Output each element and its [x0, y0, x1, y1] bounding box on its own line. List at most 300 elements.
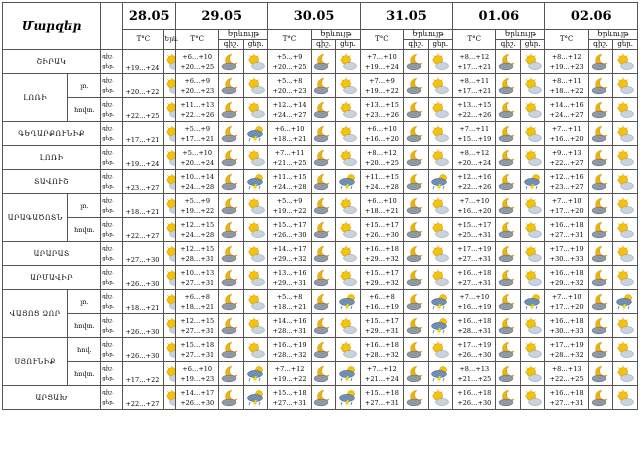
cloud-header: Երևույթ	[404, 30, 453, 40]
sun-day-icon	[613, 362, 638, 386]
temp-28: +26…+30	[123, 338, 164, 362]
sun-day-icon	[613, 242, 638, 266]
moon-night-icon	[404, 242, 429, 266]
temp-cell: +6…+10 +20…+25	[176, 50, 219, 74]
sun-day-icon	[520, 194, 545, 218]
moon-night-icon	[588, 218, 613, 242]
moon-night-icon	[219, 98, 244, 122]
temp-cell: +14…+16 +24…+27	[545, 98, 588, 122]
sun-day-icon	[336, 218, 361, 242]
storm-day-icon	[243, 170, 268, 194]
table-row	[3, 122, 638, 146]
sun-day-icon	[520, 266, 545, 290]
sun-day-icon	[613, 314, 638, 338]
moon-night-icon	[588, 74, 613, 98]
sun-day-icon	[613, 218, 638, 242]
temp-cell: +7…+12 +21…+24	[360, 362, 403, 386]
cloud-header: Երևույթ	[496, 30, 545, 40]
temp-cell: +7…+10 +17…+20	[545, 194, 588, 218]
moon-night-icon	[588, 314, 613, 338]
night-day-label: գիշ. ցեր.	[101, 98, 123, 122]
sun-day-icon	[428, 122, 453, 146]
temp-cell: +15…+17 +26…+30	[360, 218, 403, 242]
region-name: ԼՈՌԻ	[3, 146, 101, 170]
temp-cell: +7…+10 +17…+20	[545, 290, 588, 314]
temp-cell: +12…+15 +27…+31	[176, 314, 219, 338]
night-header: գիշ.	[404, 40, 429, 50]
moon-night-icon	[404, 338, 429, 362]
moon-night-icon	[588, 386, 613, 410]
temp-cell: +5…+10 +20…+24	[176, 146, 219, 170]
temp-cell: +16…+18 +27…+31	[453, 266, 496, 290]
sun-day-icon	[336, 314, 361, 338]
table-row	[3, 242, 638, 266]
temp-28: +26…+30	[123, 266, 164, 290]
temp-cell: +8…+12 +19…+23	[545, 50, 588, 74]
temp-cell: +7…+11 +21…+25	[268, 146, 311, 170]
sun-day-icon	[336, 122, 361, 146]
temp-cell: +8…+13 +21…+25	[453, 362, 496, 386]
temp-28: +18…+21	[123, 290, 164, 314]
temp-cell: +5…+9 +17…+21	[176, 122, 219, 146]
cloud-header: Երևույթ	[219, 30, 268, 40]
temp-cell: +8…+11 +18…+22	[545, 74, 588, 98]
storm-day-icon	[428, 362, 453, 386]
night-day-label: գիշ. ցեր.	[101, 314, 123, 338]
moon-night-icon	[496, 242, 521, 266]
moon-night-icon	[496, 170, 521, 194]
weather-icon	[164, 146, 176, 170]
region-name: ԱՐԱԳԱԾՈՏՆ	[3, 194, 68, 242]
moon-night-icon	[311, 218, 336, 242]
table-row	[3, 74, 638, 98]
sun-day-icon	[613, 50, 638, 74]
temp-cell: +12…+14 +24…+27	[268, 98, 311, 122]
storm-day-icon	[520, 170, 545, 194]
temp-cell: +6…+8 +16…+19	[360, 290, 403, 314]
temp-cell: +8…+12 +20…+24	[453, 146, 496, 170]
day-header: ցեր.	[243, 40, 268, 50]
moon-night-icon	[404, 98, 429, 122]
temp-cell: +12…+15 +28…+31	[176, 242, 219, 266]
temp-28: +19…+24	[123, 50, 164, 74]
moon-night-icon	[404, 194, 429, 218]
table-row	[3, 314, 638, 338]
temp-28: +19…+24	[123, 146, 164, 170]
subregion-name: հով.	[68, 338, 101, 362]
temp-cell: +12…+15 +24…+28	[176, 218, 219, 242]
sun-day-icon	[520, 242, 545, 266]
storm-day-icon	[613, 290, 638, 314]
moon-night-icon	[219, 386, 244, 410]
night-day-label: գիշ. ցեր.	[101, 146, 123, 170]
temp-cell: +7…+10 +16…+19	[453, 290, 496, 314]
temp-cell: +8…+11 +17…+21	[453, 74, 496, 98]
subregion-name: հովտ.	[68, 362, 101, 386]
sun-day-icon	[520, 122, 545, 146]
temp-cell: +15…+18 +27…+31	[176, 338, 219, 362]
temp-cell: +10…+13 +27…+31	[176, 266, 219, 290]
moon-night-icon	[404, 50, 429, 74]
temp-cell: +6…+10 +18…+21	[268, 122, 311, 146]
sun-day-icon	[613, 386, 638, 410]
storm-day-icon	[243, 122, 268, 146]
temp-cell: +11…+15 +24…+28	[268, 170, 311, 194]
temp-cell: +7…+11 +16…+20	[545, 122, 588, 146]
temp-cell: +16…+18 +30…+33	[545, 314, 588, 338]
temp-cell: +17…+19 +26…+30	[453, 338, 496, 362]
weather-icon	[164, 362, 176, 386]
moon-night-icon	[219, 242, 244, 266]
sun-day-icon	[243, 218, 268, 242]
temp-28: +20…+22	[123, 74, 164, 98]
temp-cell: +15…+18 +27…+31	[360, 386, 403, 410]
moon-night-icon	[588, 290, 613, 314]
date-header: 28.05	[123, 3, 176, 30]
sun-day-icon	[243, 98, 268, 122]
temp-cell: +5…+8 +18…+21	[268, 290, 311, 314]
temp-cell: +7…+9 +19…+22	[360, 74, 403, 98]
moon-night-icon	[311, 290, 336, 314]
temp-cell: +16…+18 +29…+32	[545, 266, 588, 290]
sun-day-icon	[243, 50, 268, 74]
temp-cell: +7…+10 +19…+24	[360, 50, 403, 74]
moon-night-icon	[496, 266, 521, 290]
night-day-label: գիշ. ցեր.	[101, 50, 123, 74]
temp-cell: +7…+10 +16…+20	[453, 194, 496, 218]
day-header: ցեր.	[336, 40, 361, 50]
sun-day-icon	[520, 146, 545, 170]
moon-night-icon	[496, 194, 521, 218]
table-row	[3, 266, 638, 290]
temp-28: +27…+30	[123, 242, 164, 266]
temp-cell: +11…+15 +24…+28	[360, 170, 403, 194]
region-name: ԳԵՂԱՐՔՈՒՆԻՔ	[3, 122, 101, 146]
moon-night-icon	[311, 314, 336, 338]
moon-night-icon	[404, 122, 429, 146]
moon-night-icon	[588, 122, 613, 146]
temp-cell: +11…+13 +22…+26	[176, 98, 219, 122]
sun-day-icon	[336, 266, 361, 290]
sun-day-icon	[428, 338, 453, 362]
night-day-label: գիշ. ցեր.	[101, 362, 123, 386]
temp-cell: +17…+19 +27…+31	[453, 242, 496, 266]
moon-night-icon	[496, 50, 521, 74]
sun-day-icon	[428, 74, 453, 98]
table-row	[3, 98, 638, 122]
temp-cell: +16…+18 +27…+31	[545, 386, 588, 410]
storm-day-icon	[336, 290, 361, 314]
subregion-name: լռ.	[68, 74, 101, 98]
moon-night-icon	[404, 290, 429, 314]
moon-night-icon	[404, 386, 429, 410]
weather-icon	[164, 50, 176, 74]
sun-day-icon	[336, 50, 361, 74]
temp-cell: +7…+11 +15…+19	[453, 122, 496, 146]
storm-day-icon	[243, 386, 268, 410]
temp-cell: +8…+12 +17…+21	[453, 50, 496, 74]
moon-night-icon	[311, 194, 336, 218]
night-day-label: գիշ. ցեր.	[101, 242, 123, 266]
sun-day-icon	[428, 266, 453, 290]
night-header: գիշ.	[219, 40, 244, 50]
night-day-label: գիշ. ցեր.	[101, 386, 123, 410]
moon-night-icon	[588, 194, 613, 218]
region-name: ՏԱՎՈՒՇ	[3, 170, 101, 194]
temp-cell: +5…+8 +20…+23	[268, 74, 311, 98]
sun-day-icon	[613, 194, 638, 218]
moon-night-icon	[588, 362, 613, 386]
sun-day-icon	[428, 98, 453, 122]
temp-cell: +16…+18 +27…+31	[545, 218, 588, 242]
moon-night-icon	[219, 266, 244, 290]
moon-night-icon	[219, 314, 244, 338]
moon-night-icon	[496, 146, 521, 170]
weather-icon	[164, 170, 176, 194]
temp-28: +22…+27	[123, 386, 164, 410]
temp-cell: +5…+9 +20…+25	[268, 50, 311, 74]
temp-cell: +15…+17 +29…+31	[360, 314, 403, 338]
temp-cell: +6…+8 +18…+21	[176, 290, 219, 314]
table-row	[3, 362, 638, 386]
table-row	[3, 218, 638, 242]
temp-cell: +13…+15 +23…+26	[360, 98, 403, 122]
sun-day-icon	[243, 338, 268, 362]
sun-day-icon	[613, 122, 638, 146]
sun-day-icon	[243, 314, 268, 338]
moon-night-icon	[404, 74, 429, 98]
moon-night-icon	[404, 170, 429, 194]
moon-night-icon	[219, 50, 244, 74]
temp-28: +17…+22	[123, 362, 164, 386]
temp-cell: +5…+9 +19…+22	[176, 194, 219, 218]
night-day-label: գիշ. ցեր.	[101, 338, 123, 362]
night-day-label: գիշ. ցեր.	[101, 218, 123, 242]
date-header: 31.05	[360, 3, 452, 30]
date-header: 30.05	[268, 3, 360, 30]
sun-day-icon	[243, 242, 268, 266]
temp-cell: +16…+18 +28…+32	[360, 338, 403, 362]
night-day-label: գիշ. ցեր.	[101, 74, 123, 98]
moon-night-icon	[311, 386, 336, 410]
moon-night-icon	[311, 98, 336, 122]
moon-night-icon	[219, 146, 244, 170]
sun-day-icon	[243, 266, 268, 290]
region-name: ՇԻՐԱԿ	[3, 50, 101, 74]
sun-day-icon	[243, 290, 268, 314]
temp-cell: +8…+12 +20…+25	[360, 146, 403, 170]
temp-cell: +7…+12 +19…+22	[268, 362, 311, 386]
temp-28: +23…+27	[123, 170, 164, 194]
moon-night-icon	[219, 290, 244, 314]
moon-night-icon	[219, 122, 244, 146]
moon-night-icon	[219, 218, 244, 242]
temp-header: T°C	[545, 30, 588, 50]
temp-28: +26…+30	[123, 314, 164, 338]
table-row	[3, 386, 638, 410]
sun-day-icon	[428, 386, 453, 410]
region-name: ԼՈՌԻ	[3, 74, 68, 122]
moon-night-icon	[588, 338, 613, 362]
weather-icon	[164, 266, 176, 290]
moon-night-icon	[588, 242, 613, 266]
temp-cell: +15…+17 +29…+32	[360, 266, 403, 290]
temp-cell: +13…+15 +22…+26	[453, 98, 496, 122]
sun-day-icon	[243, 74, 268, 98]
region-name: ԱՐՑԱԽ	[3, 386, 101, 410]
table-row	[3, 146, 638, 170]
sun-day-icon	[428, 50, 453, 74]
sun-day-icon	[520, 74, 545, 98]
moon-night-icon	[219, 362, 244, 386]
temp-cell: +17…+19 +30…+33	[545, 242, 588, 266]
sun-day-icon	[520, 50, 545, 74]
weather-icon	[164, 290, 176, 314]
moon-night-icon	[311, 242, 336, 266]
day-header: ցեր.	[428, 40, 453, 50]
subregion-name: լռ.	[68, 290, 101, 314]
sun-day-icon	[613, 170, 638, 194]
region-name: ԱՐԱՐԱՏ	[3, 242, 101, 266]
cloud-header: Երևույթ	[588, 30, 637, 40]
weather-icon	[164, 386, 176, 410]
storm-day-icon	[428, 170, 453, 194]
sun-day-icon	[428, 194, 453, 218]
moon-night-icon	[588, 98, 613, 122]
moon-night-icon	[311, 50, 336, 74]
night-header: գիշ.	[496, 40, 521, 50]
temp-cell: +16…+18 +28…+31	[453, 314, 496, 338]
temp-28: +22…+25	[123, 98, 164, 122]
cloud-header: Երևույթ	[311, 30, 360, 40]
weather-icon	[164, 242, 176, 266]
weather-icon	[164, 74, 176, 98]
subregion-name: լռ.	[68, 194, 101, 218]
temp-cell: +15…+18 +27…+31	[268, 386, 311, 410]
moon-night-icon	[496, 338, 521, 362]
regions-header: Մարզեր	[3, 3, 101, 50]
blank-header	[101, 3, 123, 50]
moon-night-icon	[311, 170, 336, 194]
temp-cell: +13…+16 +29…+31	[268, 266, 311, 290]
moon-night-icon	[588, 50, 613, 74]
sun-day-icon	[520, 98, 545, 122]
sun-day-icon	[336, 338, 361, 362]
moon-night-icon	[496, 314, 521, 338]
temp-cell: +6…+10 +18…+21	[360, 194, 403, 218]
date-header: 02.06	[545, 3, 638, 30]
storm-day-icon	[520, 290, 545, 314]
temp-cell: +6…+9 +20…+23	[176, 74, 219, 98]
date-header: 29.05	[176, 3, 268, 30]
moon-night-icon	[311, 74, 336, 98]
temp-cell: +17…+19 +28…+32	[545, 338, 588, 362]
temp-cell: +5…+9 +19…+22	[268, 194, 311, 218]
date-header: 01.06	[453, 3, 545, 30]
temp-header: T°C	[268, 30, 311, 50]
sun-day-icon	[613, 74, 638, 98]
sun-day-icon	[520, 218, 545, 242]
moon-night-icon	[404, 218, 429, 242]
moon-night-icon	[219, 74, 244, 98]
sun-day-icon	[336, 74, 361, 98]
sun-day-icon	[428, 218, 453, 242]
temp-cell: +15…+17 +25…+31	[453, 218, 496, 242]
storm-day-icon	[428, 290, 453, 314]
moon-night-icon	[496, 74, 521, 98]
moon-night-icon	[496, 98, 521, 122]
sun-day-icon	[428, 242, 453, 266]
moon-night-icon	[588, 170, 613, 194]
sun-day-icon	[243, 146, 268, 170]
storm-day-icon	[336, 362, 361, 386]
table-row	[3, 290, 638, 314]
weather-icon	[164, 314, 176, 338]
subregion-name: հովտ.	[68, 314, 101, 338]
moon-night-icon	[311, 266, 336, 290]
temp-header: T°C	[176, 30, 219, 50]
moon-night-icon	[219, 194, 244, 218]
moon-night-icon	[219, 170, 244, 194]
sun-day-icon	[520, 314, 545, 338]
sun-day-icon	[336, 194, 361, 218]
weather-icon	[164, 338, 176, 362]
weather-icon	[164, 98, 176, 122]
night-header: գիշ.	[588, 40, 613, 50]
storm-day-icon	[336, 170, 361, 194]
day-header: ցեր.	[613, 40, 638, 50]
table-row	[3, 338, 638, 362]
sun-day-icon	[336, 98, 361, 122]
moon-night-icon	[219, 338, 244, 362]
region-name: ՍՅՈՒՆԻՔ	[3, 338, 68, 386]
moon-night-icon	[311, 146, 336, 170]
moon-night-icon	[496, 122, 521, 146]
forecast-body	[3, 50, 638, 410]
sun-day-icon	[613, 266, 638, 290]
cloud-header: Երև	[164, 30, 176, 50]
sun-day-icon	[613, 98, 638, 122]
temp-cell: +10…+14 +24…+28	[176, 170, 219, 194]
weather-icon	[164, 194, 176, 218]
moon-night-icon	[496, 218, 521, 242]
moon-night-icon	[404, 266, 429, 290]
moon-night-icon	[404, 146, 429, 170]
temp-28: +18…+21	[123, 194, 164, 218]
temp-cell: +12…+16 +23…+27	[545, 170, 588, 194]
moon-night-icon	[404, 362, 429, 386]
sun-day-icon	[613, 338, 638, 362]
temp-cell: +16…+18 +26…+30	[453, 386, 496, 410]
temp-cell: +8…+13 +22…+25	[545, 362, 588, 386]
night-day-label: գիշ. ցեր.	[101, 170, 123, 194]
sun-day-icon	[336, 146, 361, 170]
temp-header: T°C	[360, 30, 403, 50]
subregion-name: հովտ.	[68, 98, 101, 122]
moon-night-icon	[588, 146, 613, 170]
temp-cell: +16…+19 +28…+32	[268, 338, 311, 362]
sun-day-icon	[520, 386, 545, 410]
region-name: ԱՐՄԱՎԻՐ	[3, 266, 101, 290]
temp-cell: +14…+16 +28…+31	[268, 314, 311, 338]
temp-cell: +14…+17 +26…+30	[176, 386, 219, 410]
sun-day-icon	[520, 362, 545, 386]
subregion-name: հովտ.	[68, 218, 101, 242]
temp-28: +22…+27	[123, 218, 164, 242]
moon-night-icon	[404, 314, 429, 338]
storm-day-icon	[428, 314, 453, 338]
temp-cell: +9…+13 +22…+27	[545, 146, 588, 170]
